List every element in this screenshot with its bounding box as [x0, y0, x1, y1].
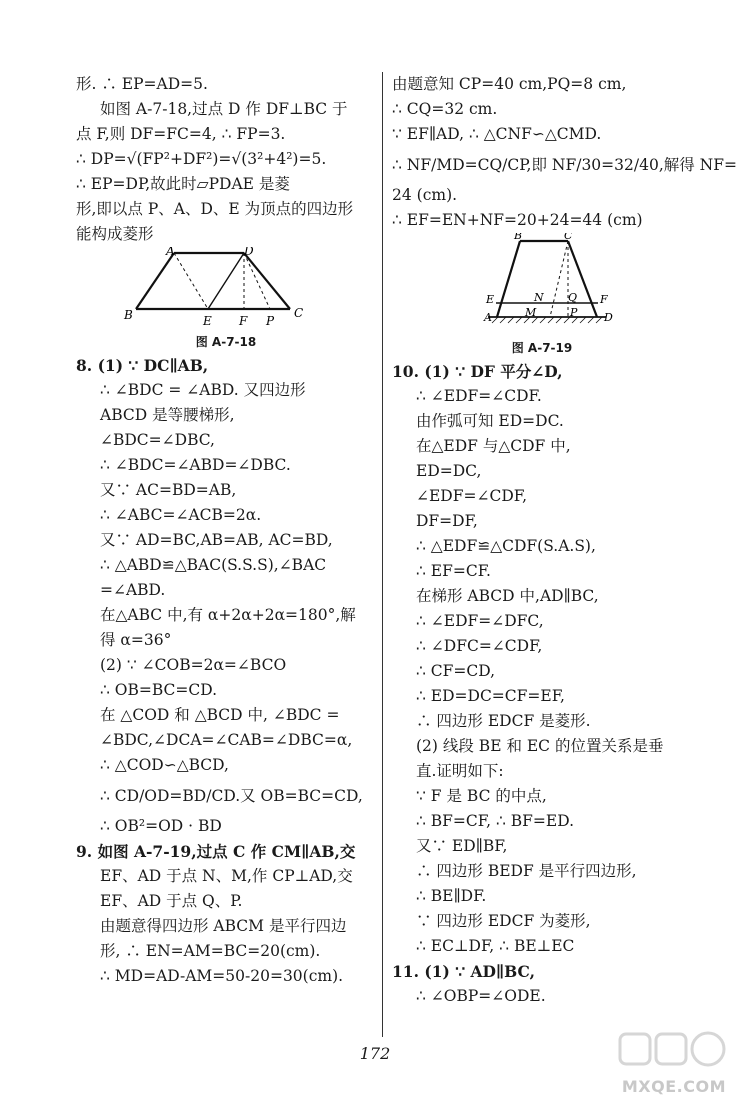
- point-label: E: [486, 293, 495, 306]
- text-line: EF、AD 于点 Q、P.: [100, 892, 243, 910]
- text-line: 能构成菱形: [76, 225, 154, 243]
- text-line: ∵ F 是 BC 的中点,: [416, 787, 547, 805]
- point-label: A: [166, 247, 175, 258]
- text-line: ∴ EP=DP,故此时▱PDAE 是菱: [76, 175, 290, 193]
- text-line: 形,即以点 P、A、D、E 为顶点的四边形: [76, 200, 354, 218]
- text-line: ABCD 是等腰梯形,: [100, 406, 235, 424]
- text-line: 得 α=36°: [100, 631, 172, 649]
- text-line: ∵ EF∥AD, ∴ △CNF∽△CMD.: [392, 125, 602, 143]
- point-label: A: [484, 311, 492, 324]
- text-line: 在△ABC 中,有 α+2α+2α=180°,解: [100, 606, 356, 624]
- text-line: ∴ EC⊥DF, ∴ BE⊥EC: [416, 937, 575, 955]
- point-label: E: [203, 314, 212, 327]
- text-line: ∴ ∠BDC = ∠ABD. 又四边形: [100, 381, 306, 399]
- text-line: ∠BDC,∠DCA=∠CAB=∠DBC=α,: [100, 731, 353, 749]
- point-label: D: [244, 247, 254, 258]
- text-line: ∴ ∠OBP=∠ODE.: [416, 987, 546, 1005]
- text-line: 又∵ AD=BC,AB=AB, AC=BD,: [100, 531, 333, 549]
- text-line: ∴ ED=DC=CF=EF,: [416, 687, 565, 705]
- text-line: 点 F,则 DF=FC=4, ∴ FP=3.: [76, 125, 286, 143]
- point-label: F: [600, 293, 608, 306]
- text-line: ∴ MD=AD-AM=50-20=30(cm).: [100, 967, 344, 985]
- text-line: ∴ 四边形 EDCF 是菱形.: [416, 712, 591, 730]
- point-label: P: [266, 314, 275, 327]
- figure-caption: 图 A-7-19: [511, 341, 573, 355]
- text-line: 形. ∴ EP=AD=5.: [76, 75, 208, 93]
- text-line: ∴ △ABD≌△BAC(S.S.S),∠BAC: [100, 556, 327, 574]
- point-label: F: [239, 314, 248, 327]
- text-line: ∵ 四边形 EDCF 为菱形,: [416, 912, 591, 930]
- text-line: ∴ CQ=32 cm.: [392, 100, 498, 118]
- text-line: 在△EDF 与△CDF 中,: [416, 437, 571, 455]
- text-line: ∴ ∠EDF=∠CDF.: [416, 387, 542, 405]
- text-line: ∴ △EDF≌△CDF(S.A.S),: [416, 537, 596, 555]
- text-line: ∴ DP=√(FP²+DF²)=√(3²+4²)=5.: [76, 150, 327, 168]
- text-line: ∴ EF=EN+NF=20+24=44 (cm): [392, 211, 643, 229]
- brace-line: ED=DC,: [416, 462, 482, 480]
- text-line: ∴ EF=CF.: [416, 562, 491, 580]
- text-line: 24 (cm).: [392, 186, 458, 204]
- problem-11-heading: 11. (1) ∵ AD∥BC,: [392, 962, 535, 981]
- right-column: [392, 72, 737, 1009]
- problem-9-heading: 9. 如图 A-7-19,过点 C 作 CM∥AB,交: [76, 842, 356, 861]
- text-line: 由题意得四边形 ABCM 是平行四边: [100, 917, 347, 935]
- point-label: B: [124, 308, 133, 322]
- trapezoid-diagram-18: [76, 247, 376, 327]
- fraction-line: ∴ CD/OD=BD/CD.又 OB=BC=CD,: [100, 787, 363, 805]
- text-line: ∴ ∠BDC=∠ABD=∠DBC.: [100, 456, 291, 474]
- text-line: ∴ OB=BC=CD.: [100, 681, 218, 699]
- text-line: EF、AD 于点 N、M,作 CP⊥AD,交: [100, 867, 353, 885]
- point-label: Q: [568, 291, 578, 304]
- text-line: ∴ ∠ABC=∠ACB=2α.: [100, 506, 262, 524]
- point-label: C: [564, 233, 573, 242]
- text-line: (2) ∵ ∠COB=2α=∠BCO: [100, 656, 287, 674]
- text-line: ∴ △COD∽△BCD,: [100, 756, 229, 774]
- text-line: 如图 A-7-18,过点 D 作 DF⊥BC 于: [100, 100, 348, 118]
- figure-caption: 图 A-7-18: [195, 335, 257, 349]
- text-line: ∴ BF=CF, ∴ BF=ED.: [416, 812, 575, 830]
- point-label: D: [604, 311, 613, 324]
- text-line: 由题意知 CP=40 cm,PQ=8 cm,: [392, 75, 627, 93]
- text-line: 由作弧可知 ED=DC.: [416, 412, 564, 430]
- left-column: [76, 72, 376, 989]
- text-line: ∴ OB²=OD · BD: [100, 817, 222, 835]
- point-label: B: [514, 233, 523, 242]
- text-line: ∴ ∠DFC=∠CDF,: [416, 637, 543, 655]
- watermark-logo: [612, 1028, 732, 1098]
- text-line: ∠BDC=∠DBC,: [100, 431, 215, 449]
- figure-a-7-18: [76, 247, 376, 353]
- problem-8-heading: 8. (1) ∵ DC∥AB,: [76, 356, 209, 375]
- page-number: 172: [359, 1044, 391, 1063]
- problem-10-heading: 10. (1) ∵ DF 平分∠D,: [392, 362, 563, 381]
- fraction-line: ∴ NF/MD=CQ/CP,即 NF/30=32/40,解得 NF=: [392, 156, 737, 174]
- text-line: 又∵ ED∥BF,: [416, 837, 508, 855]
- text-line: ∴ BE∥DF.: [416, 887, 487, 905]
- text-line: ∴ CF=CD,: [416, 662, 496, 680]
- point-label: M: [525, 306, 537, 319]
- point-label: C: [294, 306, 304, 320]
- text-line: 在 △COD 和 △BCD 中, ∠BDC =: [100, 706, 340, 724]
- text-line: 直.证明如下:: [416, 762, 504, 780]
- column-divider: [382, 72, 383, 1037]
- text-line: ∴ 四边形 BEDF 是平行四边形,: [416, 862, 637, 880]
- text-line: =∠ABD.: [100, 581, 166, 599]
- trapezoid-diagram-19: [392, 233, 692, 333]
- text-line: 又∵ AC=BD=AB,: [100, 481, 237, 499]
- text-line: 在梯形 ABCD 中,AD∥BC,: [416, 587, 599, 605]
- figure-a-7-19: [392, 233, 692, 359]
- brace-line: DF=DF,: [416, 512, 478, 530]
- watermark-icon: [612, 1028, 732, 1078]
- point-label: P: [570, 306, 578, 319]
- text-line: ∴ ∠EDF=∠DFC,: [416, 612, 544, 630]
- brace-line: ∠EDF=∠CDF,: [416, 487, 528, 505]
- watermark-text: MXQE.COM: [621, 1077, 726, 1096]
- point-label: N: [534, 291, 544, 304]
- text-line: 形, ∴ EN=AM=BC=20(cm).: [100, 942, 321, 960]
- text-line: (2) 线段 BE 和 EC 的位置关系是垂: [416, 737, 664, 755]
